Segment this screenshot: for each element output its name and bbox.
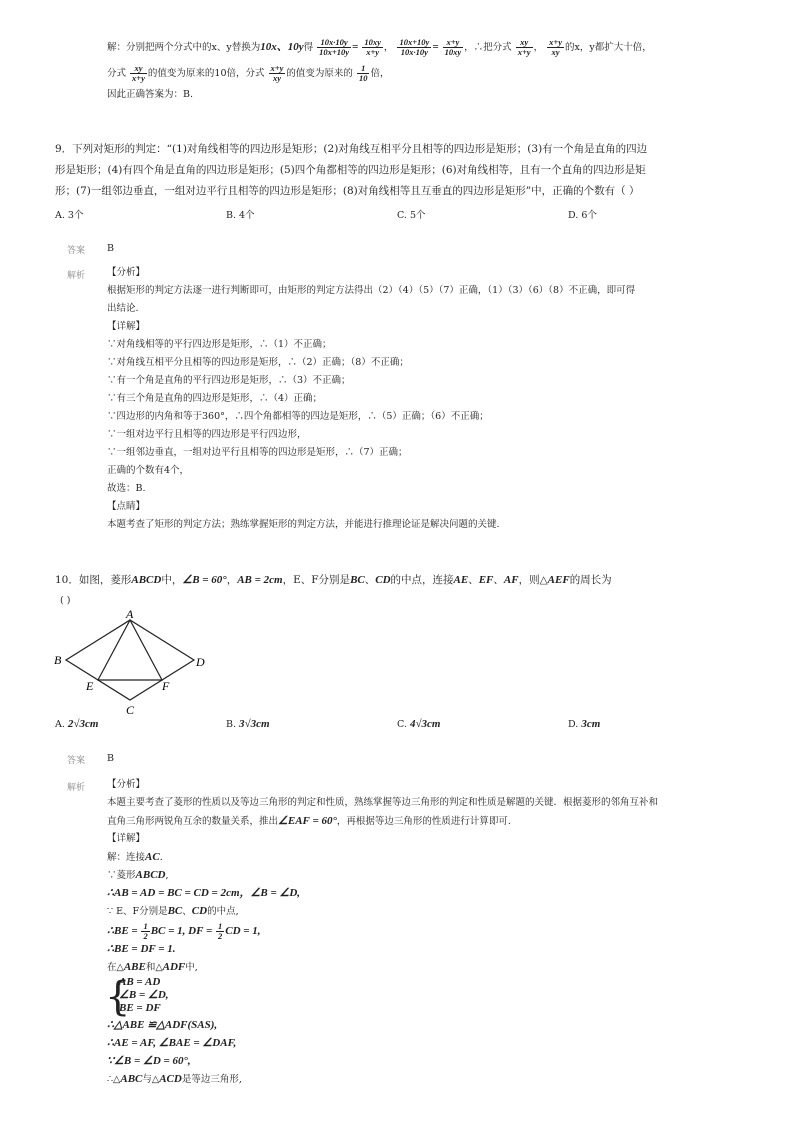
- q10-answer-value: B: [107, 753, 114, 764]
- q9-analysis-line: ∵对角线相等的平行四边形是矩形，∴（1）不正确；: [107, 339, 332, 350]
- fraction: $\frac{1}{2}$: [143, 921, 148, 941]
- q10-d-4: ∵ E、F分别是BC、CD的中点,: [107, 905, 239, 917]
- q10-analysis-label: 解析: [67, 783, 86, 793]
- fraction: $\frac{10x+10y}{10x\cdot 10y}$: [399, 37, 430, 57]
- q10-option-b: B. 3√3cm: [226, 718, 270, 730]
- q9-analysis-line: ∵一组对边平行且相等的四边形是平行四边形，: [107, 429, 307, 440]
- q10-option-a: A. 2√3cm: [55, 718, 99, 730]
- q9-analysis-line: ∵有一个角是直角的平行四边形是矩形，∴（3）不正确；: [107, 375, 351, 386]
- q10-d-8: ∴△ABE ≌△ADF(SAS),: [107, 1019, 218, 1031]
- q9-analysis-line: 故选：B.: [107, 483, 146, 494]
- q9-option-c: C. 5个: [397, 210, 426, 221]
- q9-analysis-line: 出结论.: [107, 303, 139, 314]
- q10-d-6: ∴BE = DF = 1.: [107, 943, 176, 955]
- q9-analysis-line: ∵有三个角是直角的四边形是矩形，∴（4）正确；: [107, 393, 323, 404]
- q9-stem-line-3: 形；(7)一组邻边垂直，一组对边平行且相等的四边形是矩形；(8)对角线相等且互垂直的四边形是矩形”中，正确的个数有（ ）: [55, 185, 640, 197]
- q9-analysis-line: ∵四边形的内角和等于360°，∴四个角都相等的四边是矩形，∴（5）正确；（6）不正确；: [107, 411, 489, 422]
- fraction: $\frac{xy}{x+y}$: [517, 37, 531, 57]
- q9-option-d: D. 6个: [568, 210, 597, 221]
- triangle-aef: [98, 620, 162, 680]
- q9-analysis-line: 【详解】: [107, 321, 146, 332]
- fraction: $\frac{1}{10}$: [358, 63, 368, 83]
- label-b: B: [54, 653, 62, 667]
- q10-d-5: ∴BE = $\frac{1}{2}$ BC = 1, DF = $\frac{1}{2}$ CD = 1,: [107, 921, 261, 941]
- label-a: A: [126, 608, 134, 621]
- left-brace: {: [105, 974, 131, 1020]
- top-line-3: 因此正确答案为：B.: [107, 89, 194, 100]
- q10-option-d: D. 3cm: [568, 718, 601, 730]
- q9-option-a: A. 3个: [55, 210, 84, 221]
- q10-an-4: 【详解】: [107, 833, 146, 844]
- fraction: $\frac{x+y}{10xy}$: [444, 37, 462, 57]
- fraction: $\frac{x+y}{xy}$: [270, 63, 284, 83]
- label-c: C: [126, 703, 135, 716]
- q9-analysis-line: 【点睛】: [107, 501, 146, 512]
- fraction: $\frac{1}{2}$: [218, 921, 223, 941]
- top-line-2: 分式 $\frac{xy}{x+y}$ 的值变为原来的10倍，分式 $\frac{x+y}{xy}$ 的值变为原来的 $\frac{1}{10}$ 倍，: [107, 63, 390, 83]
- label-d: D: [196, 655, 205, 669]
- rhombus-figure: [50, 608, 220, 716]
- fraction: $\frac{xy}{x+y}$: [132, 63, 145, 83]
- q10-answer-label: 答案: [67, 756, 86, 766]
- q9-stem-line-1: 9．下列对矩形的判定：“(1)对角线相等的四边形是矩形；(2)对角线互相平分且相等的四边形是矩形；(3)有一个角是直角的四边: [55, 143, 648, 155]
- q9-answer-value: B: [107, 243, 114, 254]
- q9-option-b: B. 4个: [226, 210, 255, 221]
- q9-analysis-line: 根据矩形的判定方法逐一进行判断即可，由矩形的判定方法得出（2）（4）（5）（7）正确，（1）（3）（6）（8）不正确，即可得: [107, 285, 636, 296]
- fraction: $\frac{10x\cdot 10y}{10x+10y}$: [319, 37, 350, 57]
- top-line-1: 解：分别把两个分式中的x、y替换为10x、10y得 $\frac{10x\cdot 10y}{10x+10y}$ = $\frac{10xy}{x+y}$ ， $\frac{10x+10y}{10x\cdot 10y}$ = $\frac{x+y}{10xy}$ ，∴把分式 $\frac{xy}{x+y}$ ， $\frac{x+y}{xy}$ 的x，y都扩大十倍，: [107, 37, 652, 57]
- system-eq-3: BE = DF: [119, 1002, 161, 1014]
- q10-d-1: 解：连接AC.: [107, 851, 163, 863]
- system-eq-1: AB = AD: [119, 976, 161, 988]
- q10-d-11: ∴△ABC与△ACD是等边三角形,: [107, 1073, 242, 1085]
- q10-an-3: 直角三角形两锐角互余的数量关系，推出∠EAF = 60°，再根据等边三角形的性质进行计算即可.: [107, 815, 511, 827]
- q9-analysis-line: 本题考查了矩形的判定方法；熟练掌握矩形的判定方法，并能进行推理论证是解决问题的关键.: [107, 519, 500, 530]
- q9-stem-line-2: 形是矩形；(4)有四个角是直角的四边形是矩形；(5)四个角都相等的四边形是矩形；(6)对角线相等，且有一个直角的四边形是矩: [55, 164, 646, 176]
- q9-answer-label: 答案: [67, 246, 86, 256]
- fraction: $\frac{10xy}{x+y}$: [364, 37, 381, 57]
- q10-d-7: 在△ABE和△ADF中,: [107, 961, 198, 973]
- q9-analysis-line: 【分析】: [107, 267, 146, 278]
- system-eq-2: ∠B = ∠D,: [119, 989, 169, 1001]
- fraction: $\frac{x+y}{xy}$: [549, 37, 562, 57]
- q10-option-c: C. 4√3cm: [397, 718, 441, 730]
- q10-d-10: ∵∠B = ∠D = 60°,: [107, 1055, 191, 1067]
- q9-analysis-line: ∵对角线互相平分且相等的四边形是矩形，∴（2）正确；（8）不正确；: [107, 357, 409, 368]
- q9-analysis-line: ∵一组邻边垂直，一组对边平行且相等的四边形是矩形，∴（7）正确；: [107, 447, 408, 458]
- q10-an-2: 本题主要考查了菱形的性质以及等边三角形的判定和性质，熟练掌握等边三角形的判定和性质是解题的关键．根据菱形的邻角互补和: [107, 797, 659, 808]
- q10-answer-paren: ( ): [60, 595, 71, 606]
- q10-d-3: ∴AB = AD = BC = CD = 2cm，∠B = ∠D,: [107, 887, 301, 899]
- q9-analysis-label: 解析: [67, 271, 86, 281]
- label-f: F: [162, 679, 170, 693]
- label-e: E: [86, 679, 94, 693]
- q9-analysis-line: 正确的个数有4个，: [107, 465, 190, 476]
- q10-d-2: ∵菱形ABCD,: [107, 869, 169, 881]
- q10-an-1: 【分析】: [107, 779, 146, 790]
- q10-stem-line-1: 10．如图，菱形ABCD中，∠B = 60°，AB = 2cm，E、F分别是BC、CD的中点，连接AE、EF、AF，则△AEF的周长为: [55, 574, 612, 586]
- q10-d-9: ∴AE = AF, ∠BAE = ∠DAF,: [107, 1037, 237, 1049]
